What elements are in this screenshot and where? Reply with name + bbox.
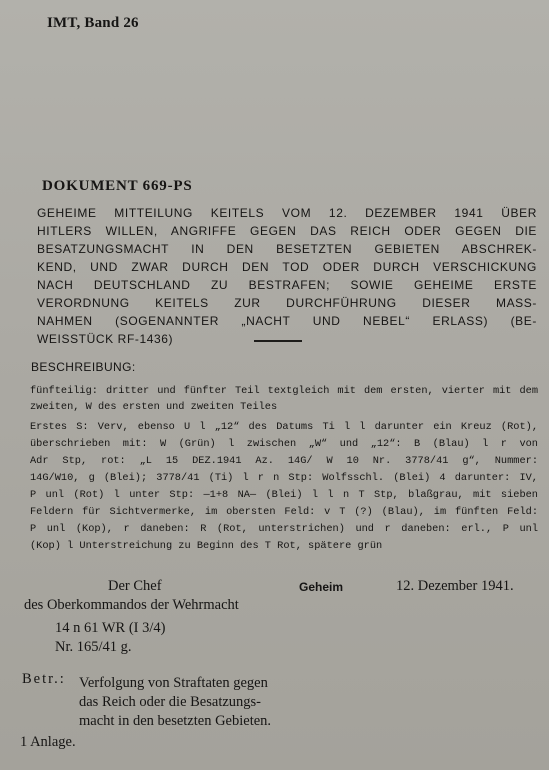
subject-line: das Reich oder die Besatzungs- <box>79 694 262 710</box>
heading-line: GEHEIME MITTEILUNG KEITELS VOM 12. DEZEMBER 1941 ÜBER <box>37 206 537 220</box>
subject-line: macht in den besetzten Gebieten. <box>79 713 272 729</box>
document-title: DOKUMENT 669-PS <box>42 178 193 194</box>
section-divider <box>254 340 302 342</box>
classification-mark: Geheim <box>299 580 344 594</box>
heading-line: NAHMEN (SOGENANNTER „NACHT UND NEBEL“ ERLASS) (BE- <box>37 314 537 328</box>
description-line: P unl (Rot) l unter Stp: —1+8 NA— (Blei) l l n T Stp, blaßgrau, mit sieben <box>30 489 538 501</box>
heading-line: HITLERS WILLEN, ANGRIFFE GEGEN DAS REICH ODER GEGEN DIE <box>37 224 537 238</box>
description-line: Adr Stp, rot: „L 15 DEZ.1941 Az. 14G/ W 10 Nr. 3778/41 g“, Nummer: <box>30 455 538 467</box>
heading-line: VERORDNUNG KEITELS ZUR DURCHFÜHRUNG DIESER MASS- <box>37 296 537 310</box>
description-line: zweiten, W des ersten und zweiten Teiles <box>30 401 278 413</box>
sender-title: Der Chef <box>108 578 162 594</box>
enclosure-note: 1 Anlage. <box>20 734 76 750</box>
letter-date: 12. Dezember 1941. <box>396 578 514 594</box>
running-head: IMT, Band 26 <box>47 15 139 31</box>
heading-line: BESATZUNGSMACHT IN DEN BESETZTEN GEBIETEN ABSCHREK- <box>37 242 537 256</box>
description-line: P unl (Kop), r daneben: R (Rot, unterstrichen) und r daneben: erl., P unl <box>30 523 538 535</box>
description-label: BESCHREIBUNG: <box>31 360 136 374</box>
subject-label: Betr.: <box>22 671 66 687</box>
sender-office: des Oberkommandos der Wehrmacht <box>24 597 239 613</box>
description-line: (Kop) l Unterstreichung zu Beginn des T Rot, spätere grün <box>30 540 383 552</box>
subject-line: Verfolgung von Straftaten gegen <box>79 675 268 691</box>
reference-number: 14 n 61 WR (I 3/4) <box>55 620 166 636</box>
heading-line: NACH DEUTSCHLAND ZU BESTRAFEN; SOWIE GEHEIME ERSTE <box>37 278 537 292</box>
description-line: fünfteilig: dritter und fünfter Teil textgleich mit dem ersten, vierter mit dem <box>30 385 538 397</box>
heading-line: WEISSTÜCK RF-1436) <box>37 332 174 346</box>
description-line: Feldern für Sichtvermerke, im obersten Feld: v T (?) (Blau), im fünften Feld: <box>30 506 538 518</box>
description-line: 14G/W10, g (Blei); 3778/41 (Ti) l r n Stp: Wolfsschl. (Blei) 4 darunter: IV, <box>30 472 538 484</box>
description-line: überschrieben mit: W (Grün) l zwischen „W“ und „12“: B (Blau) l r von <box>30 438 538 450</box>
heading-line: KEND, UND ZWAR DURCH DEN TOD ODER DURCH VERSCHICKUNG <box>37 260 537 274</box>
file-number: Nr. 165/41 g. <box>55 639 132 655</box>
description-line: Erstes S: Verv, ebenso U l „12“ des Datums Ti l l darunter ein Kreuz (Rot), <box>30 421 538 433</box>
